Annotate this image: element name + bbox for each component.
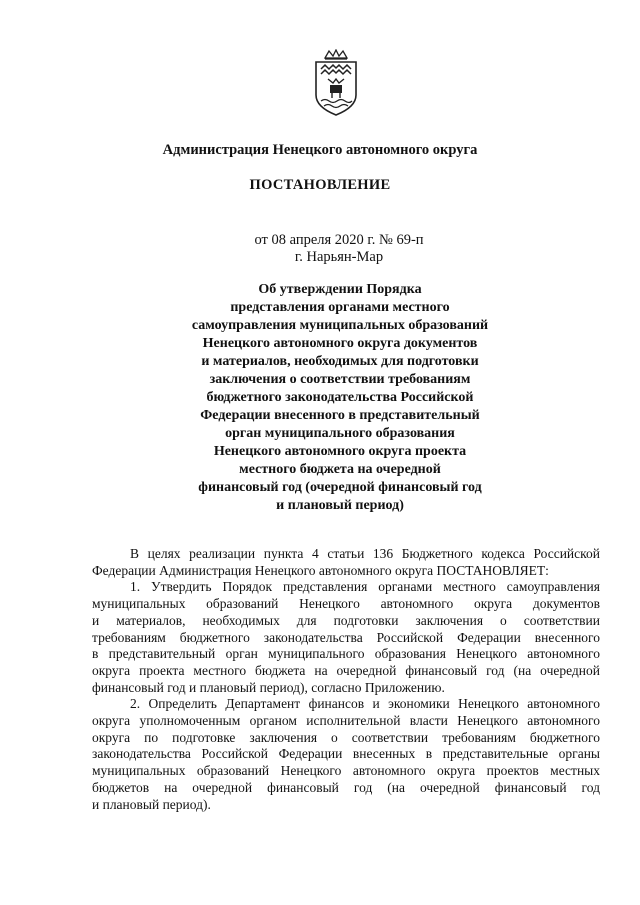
body-line: требованиям бюджетного законодательства Российской Федерации внесенного: [92, 629, 600, 645]
body-line: в представительный орган муниципального образования Ненецкого автономного: [92, 646, 600, 662]
body-line: В целях реализации пункта 4 статьи 136 Бюджетного кодекса Российской: [130, 546, 600, 561]
body-line: Федерации Администрация Ненецкого автономного округа ПОСТАНОВЛЯЕТ:: [92, 562, 549, 578]
body-line: и материалов, необходимых для подготовки заключения о соответствии: [92, 612, 600, 628]
body-line: муниципальных образований Ненецкого автономного округа документов: [92, 596, 600, 612]
body-line: бюджетов на очередной финансовый год (на очередной финансовый год: [92, 779, 600, 795]
body-line: финансовый год и плановый период), согласно Приложению.: [92, 679, 445, 695]
body-line: 2. Определить Департамент финансов и экономики Ненецкого автономного: [130, 696, 600, 712]
title-line: Ненецкого автономного округа проекта: [213, 444, 467, 459]
title-line: финансовый год (очередной финансовый год: [198, 480, 482, 495]
body-line: и плановый период).: [92, 796, 211, 812]
body-line: законодательства Российской Федерации внесенных в представительные органы: [92, 746, 600, 762]
document-date-number: от 08 апреля 2020 г. № 69-п: [254, 232, 424, 248]
coat-of-arms-icon: [311, 49, 361, 117]
title-line: заключения о соответствии требованиям: [209, 372, 471, 387]
title-line: бюджетного законодательства Российской: [206, 390, 474, 405]
body-line: округа уполномоченным органом исполнительной власти Ненецкого автономного: [92, 713, 600, 729]
document-body: [92, 546, 600, 813]
title-line: Федерации внесенного в представительный: [200, 408, 480, 423]
organization-name: Администрация Ненецкого автономного округа: [162, 142, 478, 158]
title-line: и материалов, необходимых для подготовки: [201, 354, 479, 369]
title-line: представления органами местного: [230, 300, 450, 315]
title-line: местного бюджета на очередной: [239, 462, 441, 477]
title-line: и плановый период): [276, 498, 404, 513]
title-line: самоуправления муниципальных образований: [191, 318, 489, 333]
body-line: округа по подготовке заключения о соответствии требованиям бюджетного: [92, 729, 600, 745]
title-line: Об утверждении Порядка: [258, 282, 422, 297]
title-line: Ненецкого автономного округа документов: [202, 336, 478, 351]
document-place: г. Нарьян-Мар: [294, 249, 384, 265]
title-line: орган муниципального образования: [225, 426, 455, 441]
document-title: [170, 281, 510, 515]
body-line: округа проекта местного бюджета на очередной финансовый год (на очередной: [92, 662, 600, 678]
document-type: ПОСТАНОВЛЕНИЕ: [249, 177, 391, 193]
body-line: муниципальных образований Ненецкого автономного округа проектов местных: [92, 763, 600, 779]
body-line: 1. Утвердить Порядок представления органами местного самоуправления: [130, 579, 600, 595]
